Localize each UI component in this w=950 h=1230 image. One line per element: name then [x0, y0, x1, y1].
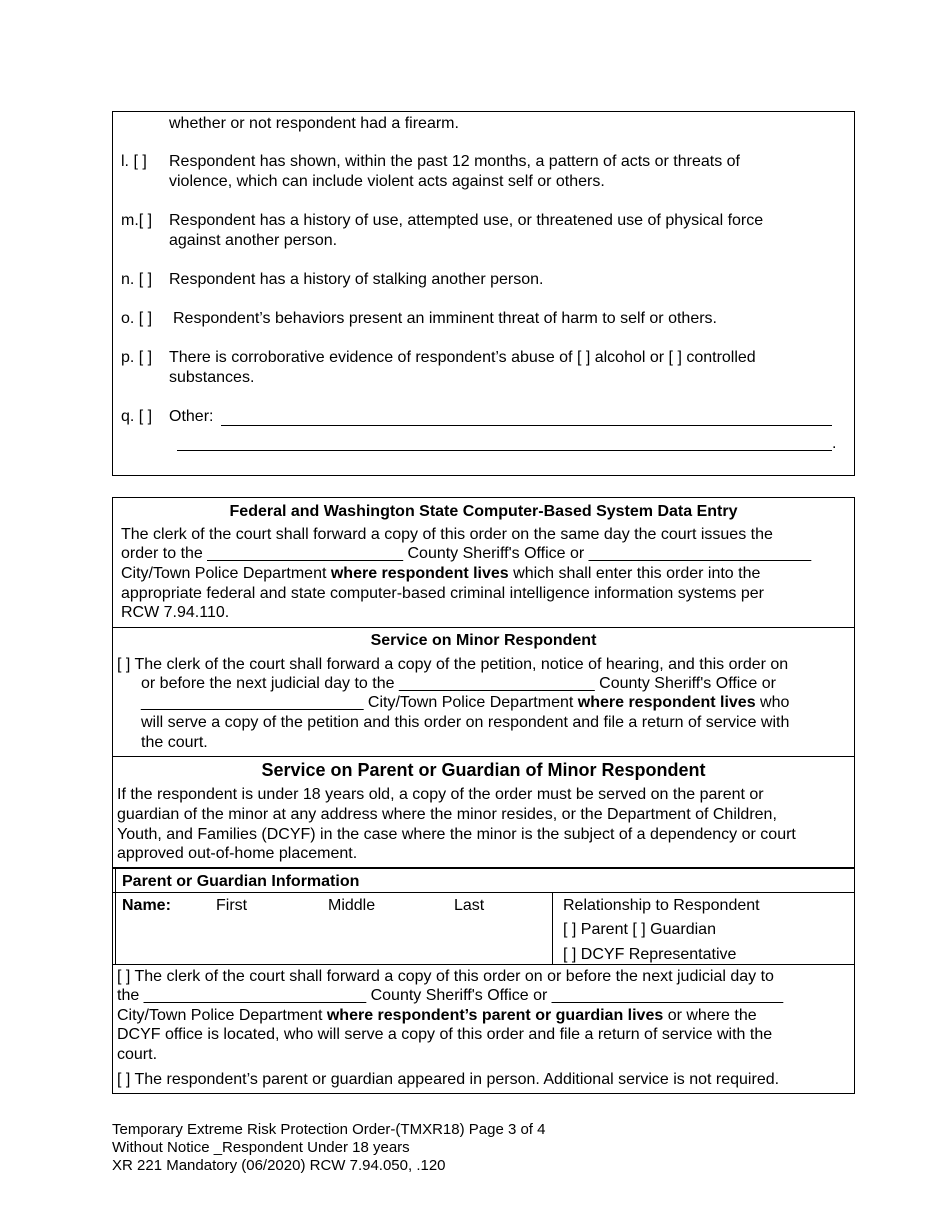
name-label: Name: — [122, 897, 171, 914]
minor-service-line-2: or before the next judicial day to the ______________________ County Sheriff's Office or — [141, 675, 776, 692]
footer-form-number: XR 221 Mandatory (06/2020) RCW 7.94.050, .120 — [112, 1157, 446, 1174]
guardian-service-line-1: If the respondent is under 18 years old, a copy of the order must be served on the parent or — [117, 786, 764, 803]
relationship-label: Relationship to Respondent — [563, 897, 760, 914]
criterion-o-text: Respondent’s behaviors present an imminent threat of harm to self or others. — [173, 310, 717, 327]
criterion-l-text-2: violence, which can include violent acts against self or others. — [169, 173, 605, 190]
guardian-appeared-checkbox-line[interactable]: [ ] The respondent’s parent or guardian appeared in person. Additional service is not required. — [117, 1071, 780, 1088]
section-divider — [112, 756, 855, 757]
minor-service-line-1: [ ] The clerk of the court shall forward a copy of the petition, notice of hearing, and this order on — [117, 656, 789, 673]
guardian-service-title: Service on Parent or Guardian of Minor Respondent — [261, 760, 706, 780]
guardian-service-line-2: guardian of the minor at any address where the minor resides, or the Department of Children, — [117, 806, 777, 823]
guardian-forward-line-2: the _________________________ County Sheriff's Office or __________________________ — [117, 987, 784, 1004]
relationship-parent-guardian-checkboxes[interactable]: [ ] Parent [ ] Guardian — [563, 921, 716, 938]
criterion-l-marker: l. [ ] — [121, 153, 147, 170]
table-header-divider — [112, 892, 855, 893]
guardian-service-line-3: Youth, and Families (DCYF) in the case where the minor is the subject of a dependency or court — [117, 826, 796, 843]
table-column-divider — [552, 892, 553, 965]
middle-name-label[interactable]: Middle — [328, 897, 376, 914]
criterion-m-text: Respondent has a history of use, attempted use, or threatened use of physical force — [169, 212, 764, 229]
criterion-n-text: Respondent has a history of stalking another person. — [169, 271, 544, 288]
guardian-forward-line-4: DCYF office is located, who will serve a copy of this order and file a return of service with the — [117, 1026, 773, 1043]
other-blank-line-2[interactable] — [177, 450, 832, 451]
criterion-p-marker: p. [ ] — [121, 349, 153, 366]
guardian-forward-line-3: City/Town Police Department where respondent’s parent or guardian lives or where the — [117, 1007, 757, 1024]
minor-service-line-3: _________________________ City/Town Police Department where respondent lives who — [141, 694, 790, 711]
relationship-dcyf-checkbox[interactable]: [ ] DCYF Representative — [563, 946, 737, 963]
criterion-p-text: There is corroborative evidence of respondent’s abuse of [ ] alcohol or [ ] controlled — [169, 349, 756, 366]
footer-subtitle: Without Notice _Respondent Under 18 years — [112, 1139, 410, 1156]
minor-service-title: Service on Minor Respondent — [370, 632, 597, 649]
criterion-o-marker: o. [ ] — [121, 310, 153, 327]
minor-service-line-5: the court. — [141, 734, 208, 751]
data-entry-line-5: RCW 7.94.110. — [121, 604, 230, 621]
criterion-n-marker: n. [ ] — [121, 271, 153, 288]
criterion-q-marker: q. [ ] — [121, 408, 153, 425]
data-entry-line-1: The clerk of the court shall forward a copy of this order on the same day the court issues the — [121, 526, 773, 543]
first-name-label[interactable]: First — [216, 897, 248, 914]
data-entry-line-2: order to the ______________________ County Sheriff's Office or _________________________ — [121, 545, 812, 562]
minor-service-line-4: will serve a copy of the petition and this order on respondent and file a return of service with — [141, 714, 790, 731]
guardian-forward-line-1: [ ] The clerk of the court shall forward a copy of this order on or before the next judicial day to — [117, 968, 774, 985]
guardian-forward-line-5: court. — [117, 1046, 158, 1063]
section-divider — [112, 627, 855, 628]
data-entry-title: Federal and Washington State Computer-Based System Data Entry — [229, 503, 738, 520]
data-entry-line-4: appropriate federal and state computer-based criminal intelligence information systems per — [121, 585, 764, 602]
other-end-period: . — [832, 435, 837, 452]
criterion-q-label: Other: — [169, 408, 214, 425]
criterion-m-marker: m.[ ] — [121, 212, 153, 229]
data-entry-line-3: City/Town Police Department where respondent lives which shall enter this order into the — [121, 565, 761, 582]
guardian-info-header: Parent or Guardian Information — [122, 873, 360, 890]
criterion-p-text-2: substances. — [169, 369, 255, 386]
last-name-label[interactable]: Last — [454, 897, 485, 914]
other-blank-line-1[interactable] — [221, 425, 832, 426]
criterion-k-continued: whether or not respondent had a firearm. — [169, 115, 459, 132]
criterion-m-text-2: against another person. — [169, 232, 338, 249]
criterion-l-text: Respondent has shown, within the past 12 months, a pattern of acts or threats of — [169, 153, 740, 170]
guardian-service-line-4: approved out-of-home placement. — [117, 845, 358, 862]
footer-form-title: Temporary Extreme Risk Protection Order-(TMXR18) Page 3 of 4 — [112, 1121, 546, 1138]
